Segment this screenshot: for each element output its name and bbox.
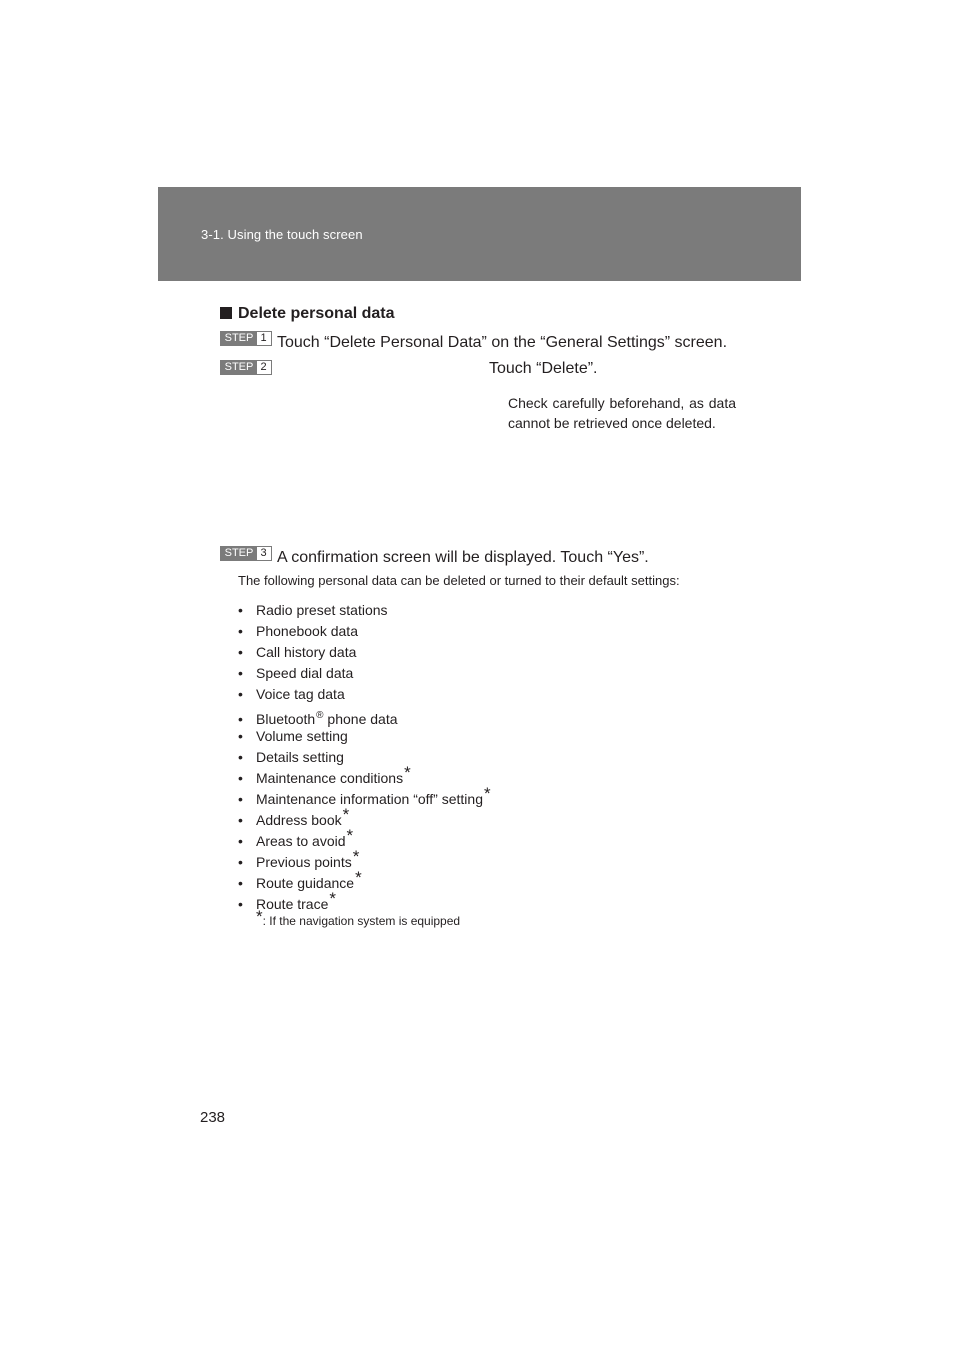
list-item xyxy=(238,747,491,768)
asterisk-icon: * xyxy=(342,805,350,824)
list-item-text: Maintenance information “off” setting xyxy=(256,791,483,807)
header-band xyxy=(158,187,801,281)
list-item-text: Details setting xyxy=(256,749,344,765)
list-item xyxy=(238,889,491,915)
step-3-text: A confirmation screen will be displayed. Touch “Yes”. xyxy=(277,549,649,566)
list-item-text: Bluetooth xyxy=(256,711,316,727)
footnote-text: : If the navigation system is equipped xyxy=(262,914,461,928)
list-item-text: Address book xyxy=(256,812,342,828)
list-item xyxy=(238,726,491,747)
section-heading xyxy=(220,305,395,323)
list-item-text: Speed dial data xyxy=(256,665,354,681)
list-item-text: Radio preset stations xyxy=(256,602,388,618)
bullet-icon: • xyxy=(238,833,243,849)
bullet-icon: • xyxy=(238,875,243,891)
bullet-icon: • xyxy=(238,711,243,727)
heading-title: Delete personal data xyxy=(238,305,395,322)
bullet-icon: • xyxy=(238,854,243,870)
section-label: 3-1. Using the touch screen xyxy=(201,227,363,242)
bullet-icon: • xyxy=(238,623,243,639)
list-item-text: Areas to avoid xyxy=(256,833,346,849)
registered-mark: ® xyxy=(316,710,324,721)
bullet-icon: • xyxy=(238,749,243,765)
list-item-text: Call history data xyxy=(256,644,357,660)
asterisk-icon: * xyxy=(256,907,263,926)
list-item-text: Volume setting xyxy=(256,728,348,744)
asterisk-icon: * xyxy=(346,826,354,845)
asterisk-icon: * xyxy=(352,847,360,866)
bullet-icon: • xyxy=(238,602,243,618)
square-bullet-icon xyxy=(220,307,232,319)
list-item xyxy=(238,705,491,726)
list-item xyxy=(238,868,491,894)
step-3 xyxy=(220,546,649,567)
bullet-icon: • xyxy=(238,812,243,828)
list-item xyxy=(238,805,491,831)
list-item xyxy=(238,784,491,810)
list-item-text: Voice tag data xyxy=(256,686,345,702)
asterisk-icon: * xyxy=(355,868,362,887)
list-item-suffix: phone data xyxy=(323,711,398,727)
step-2 xyxy=(220,360,277,381)
list-item xyxy=(238,642,491,663)
step-badge-3: STEP 3 xyxy=(220,546,272,561)
list-item-text: Route trace xyxy=(256,896,329,912)
list-item-text: Phonebook data xyxy=(256,623,358,639)
bullet-icon: • xyxy=(238,770,243,786)
footnote xyxy=(256,907,461,928)
list-item-text: Maintenance conditions xyxy=(256,770,404,786)
personal-data-list xyxy=(238,600,491,915)
bullet-icon: • xyxy=(238,665,243,681)
asterisk-icon: * xyxy=(483,784,491,803)
bullet-icon: • xyxy=(238,896,243,912)
list-item xyxy=(238,826,491,852)
list-item xyxy=(238,763,491,789)
bullet-icon: • xyxy=(238,686,243,702)
asterisk-icon: * xyxy=(329,889,336,908)
list-item-text: Route guidance xyxy=(256,875,355,891)
list-item xyxy=(238,847,491,873)
list-item xyxy=(238,621,491,642)
page-number: 238 xyxy=(200,1109,226,1126)
bullet-icon: • xyxy=(238,644,243,660)
list-item xyxy=(238,663,491,684)
caution-note: Check carefully beforehand, as data cannot be retrieved once deleted. xyxy=(508,395,736,431)
list-item-text: Previous points xyxy=(256,854,352,870)
list-item xyxy=(238,684,491,705)
list-item xyxy=(238,600,491,621)
bullet-icon: • xyxy=(238,791,243,807)
step-2-text: Touch “Delete”. xyxy=(489,360,598,377)
asterisk-icon: * xyxy=(404,763,411,782)
step-1-text: Touch “Delete Personal Data” on the “General Settings” screen. xyxy=(277,334,728,351)
step-1 xyxy=(220,331,727,352)
step-badge-2: STEP 2 xyxy=(220,360,272,375)
step-badge-1: STEP 1 xyxy=(220,331,272,346)
intro-text: The following personal data can be deleted or turned to their default settings: xyxy=(238,573,680,588)
bullet-icon: • xyxy=(238,728,243,744)
